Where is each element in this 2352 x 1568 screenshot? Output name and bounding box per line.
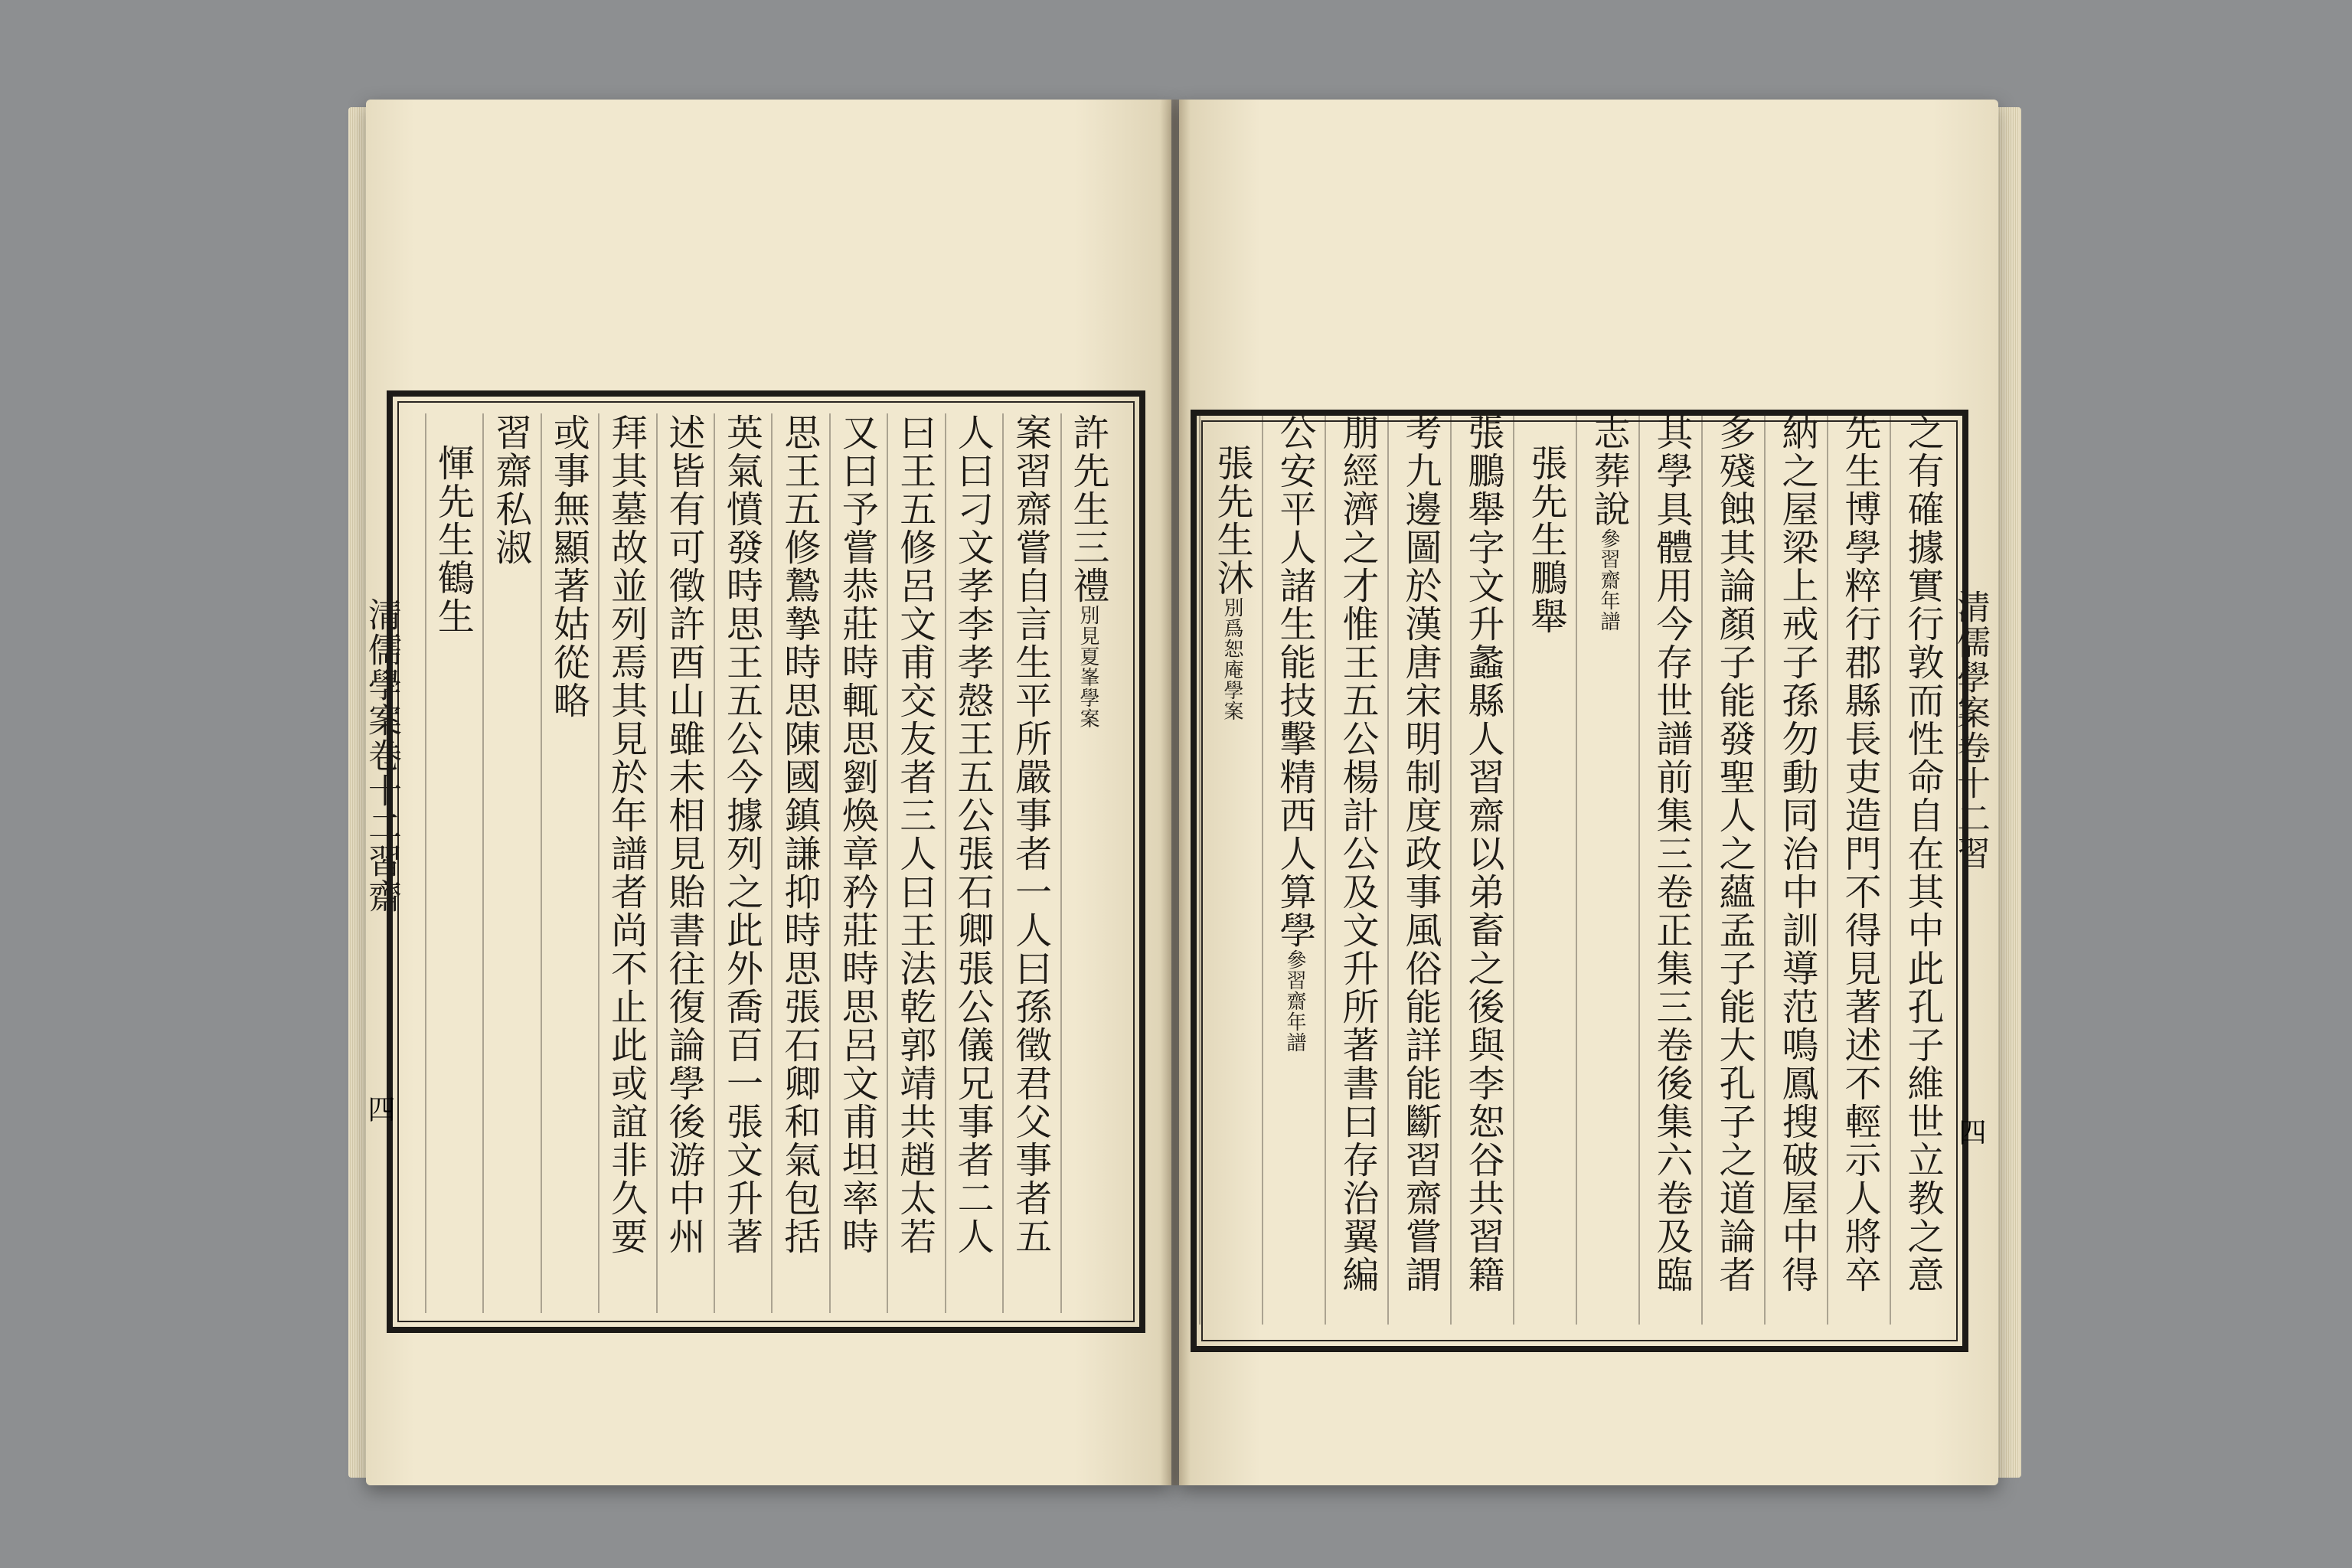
text-column: 拜其墓故並列焉其見於年譜者尚不止此或誼非久要 — [598, 413, 655, 1313]
book-gutter — [1160, 100, 1191, 1485]
text-column: 其學具體用今存世譜前集三卷正集三卷後集六卷及臨 — [1638, 413, 1701, 1325]
text-column: 習齋私淑 — [482, 413, 540, 1313]
text-column: 述皆有可徵許酉山雖未相見貽書往復論學後游中州 — [656, 413, 714, 1313]
text-column: 思王五修鷙摯時思陳國鎮謙抑時思張石卿和氣包括 — [771, 413, 828, 1313]
left-page-number: 四 — [364, 1095, 395, 1122]
text-column: 惲先生鶴生 — [425, 413, 482, 1313]
left-page-text — [425, 413, 1118, 1313]
text-column: 又曰予嘗恭莊時輒思劉煥章矜莊時思呂文甫坦率時 — [829, 413, 887, 1313]
text-column: 或事無顯著姑從略 — [541, 413, 598, 1313]
text-column: 志葬說參習齋年譜 — [1576, 413, 1638, 1325]
text-column: 先生博學粹行郡縣長吏造門不得見著述不輕示人將卒 — [1827, 413, 1890, 1325]
text-column: 英氣憤發時思王五公今據列之此外喬百一張文升著 — [714, 413, 771, 1313]
right-page-number: 四 — [1955, 1118, 1986, 1145]
text-column: 納之屋梁上戒子孫勿動同治中訓導范鳴鳳搜破屋中得 — [1764, 413, 1827, 1325]
text-column: 多殘蝕其論顏子能發聖人之蘊孟子能大孔子之道論者 — [1701, 413, 1764, 1325]
text-column: 考九邊圖於漢唐宋明制度政事風俗能詳能斷習齋嘗謂 — [1387, 413, 1450, 1325]
text-column: 之有確據實行敦而性命自在其中此孔子維世立教之意 — [1890, 413, 1952, 1325]
right-page-text — [1198, 413, 1952, 1325]
text-column: 公安平人諸生能技擊精西人算學參習齋年譜 — [1262, 413, 1325, 1325]
text-column: 曰王五修呂文甫交友者三人曰王法乾郭靖共趙太若 — [887, 413, 944, 1313]
text-column: 朋經濟之才惟王五公楊計公及文升所著書曰存治翼編 — [1325, 413, 1387, 1325]
text-column: 張先生鵬舉 — [1513, 413, 1576, 1325]
text-column: 人曰刁文孝李孝慤王五公張石卿張公儀兄事者二人 — [945, 413, 1002, 1313]
text-column: 張鵬舉字文升蠡縣人習齋以弟畜之後與李恕谷共習籍 — [1450, 413, 1513, 1325]
left-page-header: 清儒學案卷十二習齋 — [362, 597, 401, 914]
text-column: 張先生沐別爲恕庵學案 — [1199, 413, 1262, 1325]
right-page-header: 清儒學案卷十二習 — [1951, 590, 1990, 871]
text-column: 許先生三禮別見夏峯學案 — [1060, 413, 1118, 1313]
text-column: 案習齋嘗自言生平所嚴事者一人曰孫徵君父事者五 — [1002, 413, 1060, 1313]
